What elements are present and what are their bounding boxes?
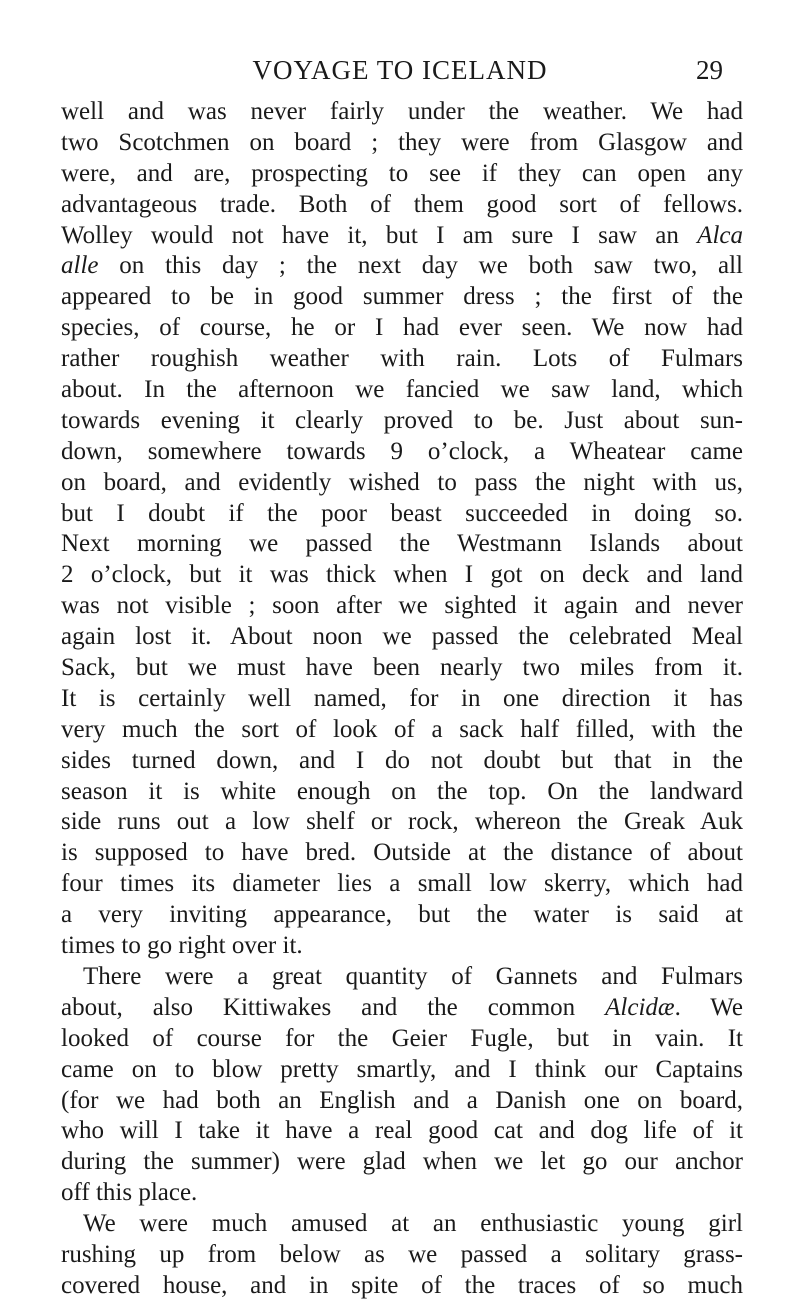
text-line: towards evening it clearly proved to be. Just about sun-: [61, 406, 743, 434]
text-line: rushing up from below as we passed a solitary grass-: [61, 1240, 743, 1268]
text-line: during the summer) were glad when we let go our anchor: [61, 1148, 743, 1176]
text-line: again lost it. About noon we passed the celebrated Meal: [61, 623, 743, 651]
italic-term: alle: [61, 252, 99, 280]
text-line: advantageous trade. Both of them good sort of fellows.: [61, 190, 743, 218]
text-line: 2 o’clock, but it was thick when I got on deck and land: [61, 561, 743, 589]
text-line: Next morning we passed the Westmann Islands about: [61, 530, 743, 558]
text-line: on board, and evidently wished to pass the night with us,: [61, 468, 743, 496]
text-line: side runs out a low shelf or rock, whereon the Greak Auk: [61, 808, 743, 836]
text-line: looked of course for the Geier Fugle, but in vain. It: [61, 1024, 743, 1052]
text-line: about, also Kittiwakes and the common Alcidæ. We: [61, 993, 743, 1021]
text-line: Sack, but we must have been nearly two miles from it.: [61, 654, 743, 682]
text-line: about. In the afternoon we fancied we saw land, which: [61, 376, 743, 404]
text-line: a very inviting appearance, but the water is said at: [61, 901, 743, 929]
text-line: came on to blow pretty smartly, and I think our Captains: [61, 1055, 743, 1083]
text-line: down, somewhere towards 9 o’clock, a Wheatear came: [61, 437, 743, 465]
text-line: covered house, and in spite of the traces of so much: [61, 1271, 743, 1299]
italic-term: Alca: [697, 221, 743, 249]
text-line: species, of course, he or I had ever seen. We now had: [61, 314, 743, 342]
text-line: rather roughish weather with rain. Lots of Fulmars: [61, 345, 743, 373]
page-number: 29: [696, 55, 723, 85]
paragraph-first-line: We were much amused at an enthusiastic young girl: [83, 1210, 743, 1238]
italic-term: Alcidæ: [605, 993, 675, 1021]
text-line: alle on this day ; the next day we both saw two, all: [61, 252, 743, 280]
text-line: two Scotchmen on board ; they were from Glasgow and: [61, 128, 743, 156]
text-line: four times its diameter lies a small low skerry, which had: [61, 870, 743, 898]
running-title: VOYAGE TO ICELAND: [252, 55, 548, 85]
paragraph-last-line: off this place.: [61, 1179, 198, 1207]
text-line: were, and are, prospecting to see if they can open any: [61, 159, 743, 187]
paragraph-first-line: There were a great quantity of Gannets and Fulmars: [83, 962, 743, 990]
text-line: but I doubt if the poor beast succeeded in doing so.: [61, 499, 743, 527]
text-line: very much the sort of look of a sack half filled, with the: [61, 715, 743, 743]
text-line: Wolley would not have it, but I am sure I saw an Alca: [61, 221, 743, 249]
text-line: is supposed to have bred. Outside at the distance of about: [61, 839, 743, 867]
text-line: well and was never fairly under the weather. We had: [61, 98, 743, 125]
text-line: who will I take it have a real good cat and dog life of it: [61, 1117, 743, 1145]
paragraph-last-line: times to go right over it.: [61, 932, 303, 960]
running-head: [0, 50, 800, 90]
text-line: sides turned down, and I do not doubt but that in the: [61, 746, 743, 774]
body-text: [61, 97, 743, 1302]
text-line: season it is white enough on the top. On the landward: [61, 777, 743, 805]
text-line: was not visible ; soon after we sighted it again and never: [61, 592, 743, 620]
text-line: It is certainly well named, for in one direction it has: [61, 684, 743, 712]
text-line: appeared to be in good summer dress ; the first of the: [61, 283, 743, 311]
text-line: (for we had both an English and a Danish one on board,: [61, 1086, 743, 1114]
